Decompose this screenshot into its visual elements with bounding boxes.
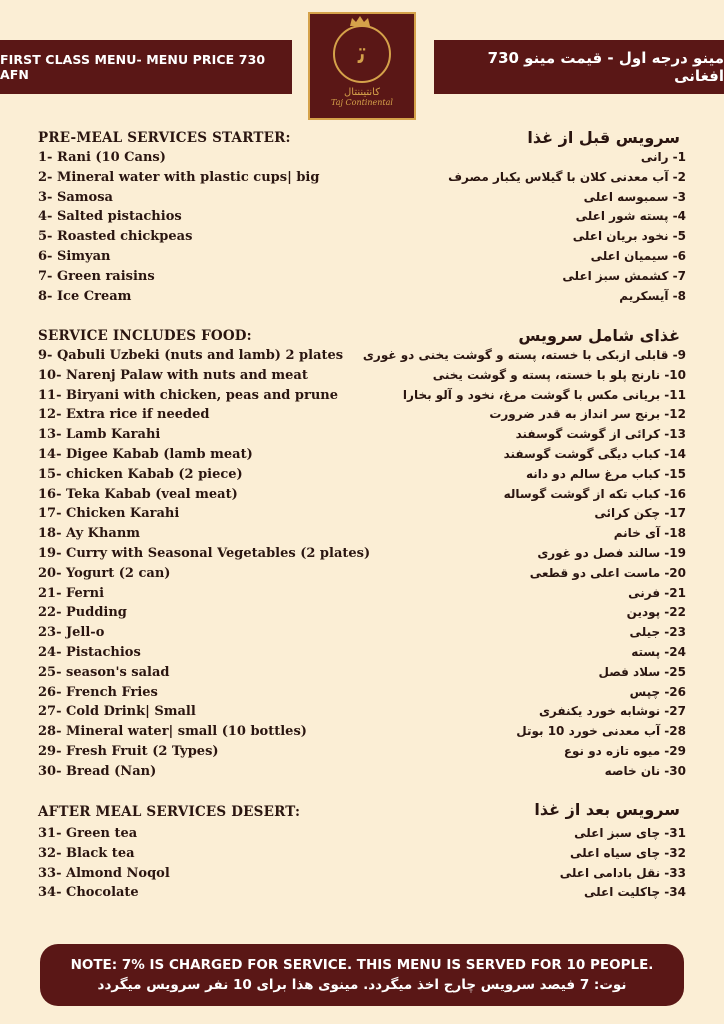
menu-item-en: 29- Fresh Fruit (2 Types) <box>38 744 219 759</box>
menu-item-en: 21- Ferni <box>38 585 105 601</box>
menu-item-en: 18- Ay Khanm <box>38 526 141 542</box>
section-title-en: SERVICE INCLUDES FOOD: <box>38 328 252 344</box>
menu-item <box>0 546 724 566</box>
menu-item <box>0 229 724 249</box>
menu-item <box>0 605 724 625</box>
menu-item <box>0 150 724 170</box>
menu-item-en: 7- Green raisins <box>38 268 155 284</box>
menu-item-fa: 11- بریانی مکس با گوشت مرغ، نخود و آلو بخارا <box>402 387 686 402</box>
menu-item <box>0 826 724 846</box>
note-text-en: NOTE: 7% IS CHARGED FOR SERVICE. THIS MENU IS SERVED FOR 10 PEOPLE. <box>70 957 654 973</box>
menu-item <box>0 586 724 606</box>
menu-item <box>0 388 724 408</box>
menu-item-fa: 12- برنج سر انداز به قدر ضرورت <box>489 407 686 422</box>
logo-text-ar: کانتیننتال <box>344 87 380 98</box>
menu-item-fa: 19- سالند فصل دو غوری <box>537 546 686 560</box>
menu-item-fa: 3- سمبوسه اعلی <box>583 189 686 204</box>
menu-item-fa: 18- آی خانم <box>613 526 686 541</box>
menu-item <box>0 170 724 190</box>
menu-item-fa: 8- آیسکریم <box>619 288 686 303</box>
menu-item-en: 30- Bread (Nan) <box>38 763 157 779</box>
menu-item <box>0 487 724 507</box>
menu-item-fa: 22- پودین <box>626 605 686 620</box>
menu-item-fa: 29- میوه تازه دو نوع <box>563 744 686 758</box>
section-title-fa: غذای شامل سرویس <box>518 326 680 345</box>
menu-item-en: 17- Chicken Karahi <box>38 506 180 522</box>
menu-item-en: 1- Rani (10 Cans) <box>38 150 166 165</box>
note-text-fa: نوت: 7 فیصد سرویس چارج اخذ میگردد. مینوی هذا برای 10 نفر سرویس میگردد <box>97 977 627 993</box>
menu-title-fa: مینو درجه اول - قیمت مینو 730 افغانی <box>434 40 724 94</box>
menu-item-fa: 13- کرائی از گوشت گوسفند <box>515 427 686 442</box>
menu-item <box>0 289 724 309</box>
menu-item-fa: 5- نخود بریان اعلی <box>572 229 686 244</box>
menu-item-en: 26- French Fries <box>38 684 158 700</box>
menu-item <box>0 566 724 586</box>
menu-item-fa: 23- جیلی <box>629 625 686 640</box>
menu-item <box>0 846 724 866</box>
menu-item <box>0 724 724 744</box>
menu-item <box>0 645 724 665</box>
menu-item-en: 33- Almond Noqol <box>38 865 170 881</box>
menu-item-fa: 7- کشمش سبز اعلی <box>562 268 686 283</box>
menu-item-fa: 2- آب معدنی کلان با گیلاس یکبار مصرف <box>448 169 686 184</box>
menu-item-fa: 20- ماست اعلی دو قطعی <box>529 565 686 580</box>
menu-item <box>0 269 724 289</box>
menu-item <box>0 447 724 467</box>
menu-item-en: 15- chicken Kabab (2 piece) <box>38 466 243 482</box>
menu-item-fa: 17- چکن کرائی <box>594 506 686 521</box>
menu-item-fa: 16- کباب تکه از گوشت گوساله <box>503 486 686 501</box>
menu-item <box>0 866 724 886</box>
menu-item <box>0 764 724 784</box>
menu-item <box>0 209 724 229</box>
menu-item-fa: 27- نوشابه خورد یکنفری <box>538 704 686 719</box>
menu-item-fa: 26- چپس <box>629 684 686 699</box>
menu-item-en: 13- Lamb Karahi <box>38 427 161 443</box>
menu-item-en: 16- Teka Kabab (veal meat) <box>38 486 238 502</box>
menu-item-en: 22- Pudding <box>38 605 127 621</box>
menu-item <box>0 467 724 487</box>
menu-item-en: 25- season's salad <box>38 664 170 680</box>
menu-item-fa: 9- قابلی ازبکی با خسته، پسته و گوشت یخنی دو غوری <box>362 348 686 362</box>
menu-title-en: FIRST CLASS MENU- MENU PRICE 730 AFN <box>0 40 292 94</box>
menu-item-en: 20- Yogurt (2 can) <box>38 565 171 581</box>
menu-item-fa: 1- رانی <box>640 150 686 164</box>
menu-item-en: 8- Ice Cream <box>38 288 132 304</box>
menu-item-fa: 32- چای سیاه اعلی <box>569 845 686 860</box>
menu-item-en: 27- Cold Drink| Small <box>38 704 196 720</box>
menu-item <box>0 885 724 905</box>
menu-item-fa: 33- نقل بادامی اعلی <box>559 865 686 880</box>
logo-emblem <box>333 25 391 83</box>
menu-item-fa: 10- نارنج پلو با خسته، پسته و گوشت یخنی <box>432 367 686 382</box>
menu-item <box>0 744 724 764</box>
menu-item-fa: 30- نان خاصه <box>604 763 686 778</box>
menu-item-en: 14- Digee Kabab (lamb meat) <box>38 447 253 462</box>
menu-item <box>0 368 724 388</box>
menu-item-en: 28- Mineral water| small (10 bottles) <box>38 724 307 740</box>
menu-item-en: 11- Biryani with chicken, peas and prune <box>38 387 339 403</box>
menu-item <box>0 190 724 210</box>
menu-item-en: 19- Curry with Seasonal Vegetables (2 plates) <box>38 546 371 561</box>
menu-item-en: 2- Mineral water with plastic cups| big <box>38 169 320 185</box>
menu-item <box>0 526 724 546</box>
menu-item-fa: 34- چاکلیت اعلی <box>583 885 686 900</box>
menu-item-fa: 4- پسته شور اعلی <box>575 209 686 224</box>
section-title-fa: سرویس قبل از غذا <box>527 128 680 147</box>
menu-item <box>0 249 724 269</box>
menu-item-fa: 25- سلاد فصل <box>598 664 686 679</box>
menu-item <box>0 665 724 685</box>
menu-item-en: 24- Pistachios <box>38 645 141 660</box>
menu-item-fa: 28- آب معدنی خورد 10 بوتل <box>516 724 686 739</box>
menu-item-en: 10- Narenj Palaw with nuts and meat <box>38 367 308 383</box>
section-title-en: PRE-MEAL SERVICES STARTER: <box>38 130 291 146</box>
section-title-fa: سرویس بعد از غذا <box>534 800 680 819</box>
menu-item <box>0 625 724 645</box>
menu-item <box>0 407 724 427</box>
menu-item-fa: 6- سیمیان اعلی <box>590 249 686 263</box>
menu-item-en: 3- Samosa <box>38 189 113 205</box>
menu-item-en: 9- Qabuli Uzbeki (nuts and lamb) 2 plates <box>38 348 344 363</box>
menu-item-fa: 24- پسته <box>631 645 686 659</box>
menu-item-fa: 14- کباب دیگی گوشت گوسفند <box>503 447 686 461</box>
crown-icon <box>349 15 371 27</box>
menu-item-fa: 31- چای سبز اعلی <box>574 826 686 840</box>
menu-item-fa: 15- کباب مرغ سالم دو دانه <box>526 466 686 481</box>
menu-item <box>0 506 724 526</box>
menu-item-en: 32- Black tea <box>38 845 135 861</box>
menu-item-fa: 21- فرنی <box>628 585 686 600</box>
menu-item-en: 34- Chocolate <box>38 885 139 901</box>
logo-monogram-icon: ﺗ <box>357 36 367 71</box>
menu-item <box>0 427 724 447</box>
logo-text-en: Taj Continental <box>331 98 393 107</box>
menu-item-en: 4- Salted pistachios <box>38 209 182 225</box>
menu-item <box>0 704 724 724</box>
menu-item-en: 5- Roasted chickpeas <box>38 229 193 245</box>
menu-item <box>0 348 724 368</box>
menu-item-en: 6- Simyan <box>38 249 111 264</box>
menu-item-en: 12- Extra rice if needed <box>38 407 210 423</box>
taj-continental-logo <box>308 12 416 120</box>
menu-item <box>0 685 724 705</box>
section-title-en: AFTER MEAL SERVICES DESERT: <box>38 804 301 820</box>
menu-item-en: 23- Jell-o <box>38 625 105 641</box>
service-note <box>40 944 684 1006</box>
menu-item-en: 31- Green tea <box>38 826 138 841</box>
